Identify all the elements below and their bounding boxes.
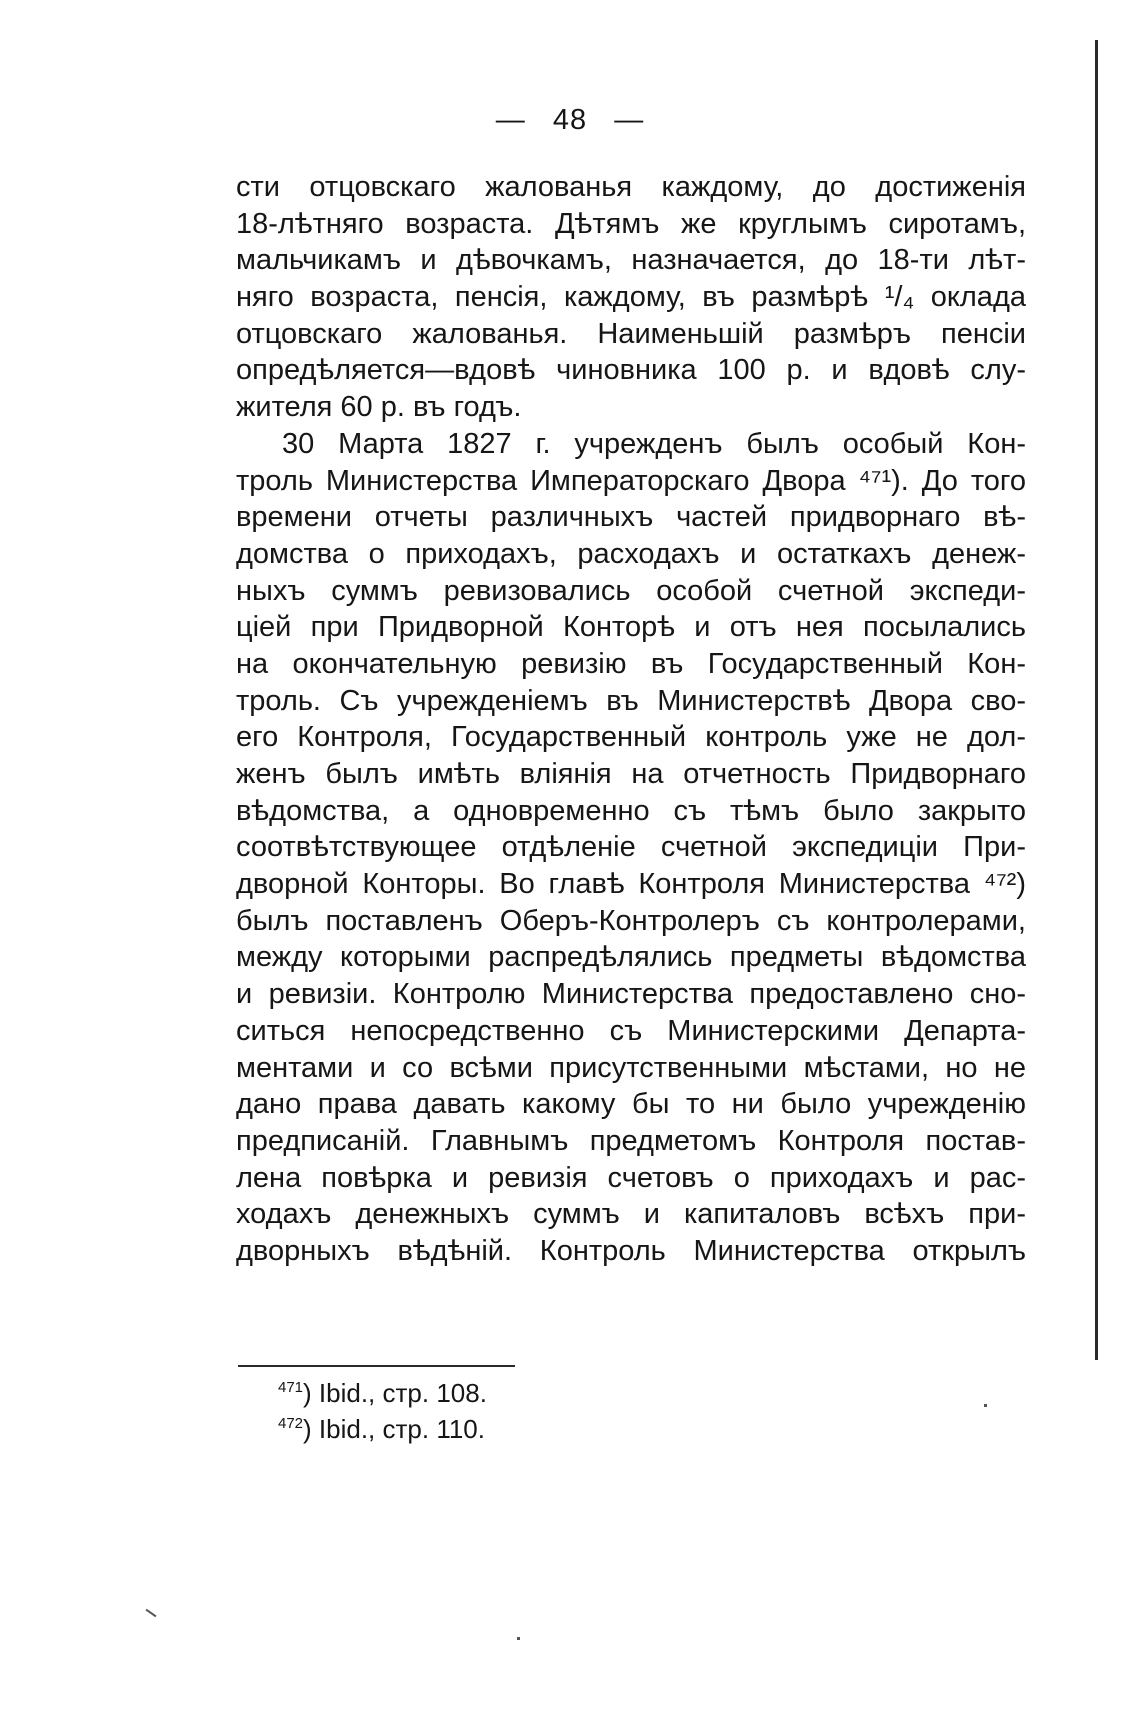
text-line: 18-лѣтняго возраста. Дѣтямъ же круглымъ сиротамъ, <box>236 207 1026 240</box>
page-number <box>0 100 1140 140</box>
footnote-mark: 472 <box>278 1415 304 1432</box>
text-line: ціей при Придворной Конторѣ и отъ нея посылались <box>236 611 1026 644</box>
text-line: на окончательную ревизію въ Государственный Кон- <box>236 647 1026 680</box>
text-line: сти отцовскаго жалованья каждому, до достиженія <box>236 171 1026 203</box>
scan-speck <box>517 1637 520 1640</box>
text-line: и ревизіи. Контролю Министерства предоставлено сно- <box>236 978 1026 1011</box>
text-line: соотвѣтствующее отдѣленіе счетной экспедиціи При- <box>236 831 1026 864</box>
text-line: лена повѣрка и ревизія счетовъ о приходахъ и рас- <box>236 1161 1026 1194</box>
page-number-dash-left: — <box>495 104 526 136</box>
paragraph-1 <box>236 169 1026 426</box>
text-line: его Контроля, Государственный контроль уже не дол- <box>236 721 1026 754</box>
text-line: ходахъ денежныхъ суммъ и капиталовъ всѣхъ при- <box>236 1198 1026 1231</box>
text-line: ныхъ суммъ ревизовались особой счетной экспеди- <box>236 574 1026 607</box>
body-text <box>236 169 1026 1270</box>
paragraph-2 <box>236 426 1026 1270</box>
page-number-dash-right: — <box>614 104 645 136</box>
text-line: женъ былъ имѣть вліянія на отчетность Придворнаго <box>236 758 1026 790</box>
page-number-value: 48 <box>552 104 588 136</box>
text-line: вѣдомства, а одновременно съ тѣмъ было закрыто <box>236 794 1026 827</box>
text-line: троль. Съ учрежденіемъ въ Министерствѣ Двора сво- <box>236 684 1026 717</box>
footnote-text: ) Ibid., стр. 108. <box>303 1378 487 1408</box>
footnote-mark: 471 <box>278 1379 304 1396</box>
text-line: домства о приходахъ, расходахъ и остаткахъ денеж- <box>236 537 1026 570</box>
text-line: ситься непосредственно съ Министерскими Департа- <box>236 1014 1026 1047</box>
footnote-divider <box>238 1365 515 1367</box>
text-line: мальчикамъ и дѣвочкамъ, назначается, до 18-ти лѣт- <box>236 244 1026 277</box>
text-line: времени отчеты различныхъ частей придворнаго вѣ- <box>236 501 1026 534</box>
text-line: предписаній. Главнымъ предметомъ Контроля постав- <box>236 1124 1026 1157</box>
text-line: 30 Марта 1827 г. учрежденъ былъ особый Кон- <box>282 427 1026 460</box>
text-line: дворныхъ вѣдѣній. Контроль Министерства открылъ <box>236 1234 1026 1267</box>
footnote-471 <box>278 1375 678 1411</box>
page-edge-line <box>1095 40 1098 1360</box>
text-line: дворной Конторы. Во главѣ Контроля Министерства ⁴⁷²) <box>236 868 1026 901</box>
scan-speck <box>984 1404 987 1407</box>
text-line: отцовскаго жалованья. Наименьшій размѣръ пенсіи <box>236 317 1026 350</box>
text-line: троль Министерства Императорскаго Двора ⁴⁷¹). До того <box>236 464 1026 497</box>
text-line: между которыми распредѣлялись предметы вѣдомства <box>236 941 1026 974</box>
text-line: жителя 60 р. въ годъ. <box>236 391 522 424</box>
text-line: былъ поставленъ Оберъ-Контролеръ съ контролерами, <box>236 904 1026 937</box>
scan-speck <box>146 1609 157 1618</box>
text-line: няго возраста, пенсія, каждому, въ размѣрѣ ¹/₄ оклада <box>236 281 1026 314</box>
text-line: опредѣляется—вдовѣ чиновника 100 р. и вдовѣ слу- <box>236 354 1026 387</box>
text-line: ментами и со всѣми присутственными мѣстами, но не <box>236 1051 1026 1084</box>
footnote-text: ) Ibid., стр. 110. <box>303 1414 485 1444</box>
footnotes <box>278 1375 678 1447</box>
text-line: дано права давать какому бы то ни было учрежденію <box>236 1088 1026 1121</box>
footnote-472 <box>278 1411 678 1447</box>
